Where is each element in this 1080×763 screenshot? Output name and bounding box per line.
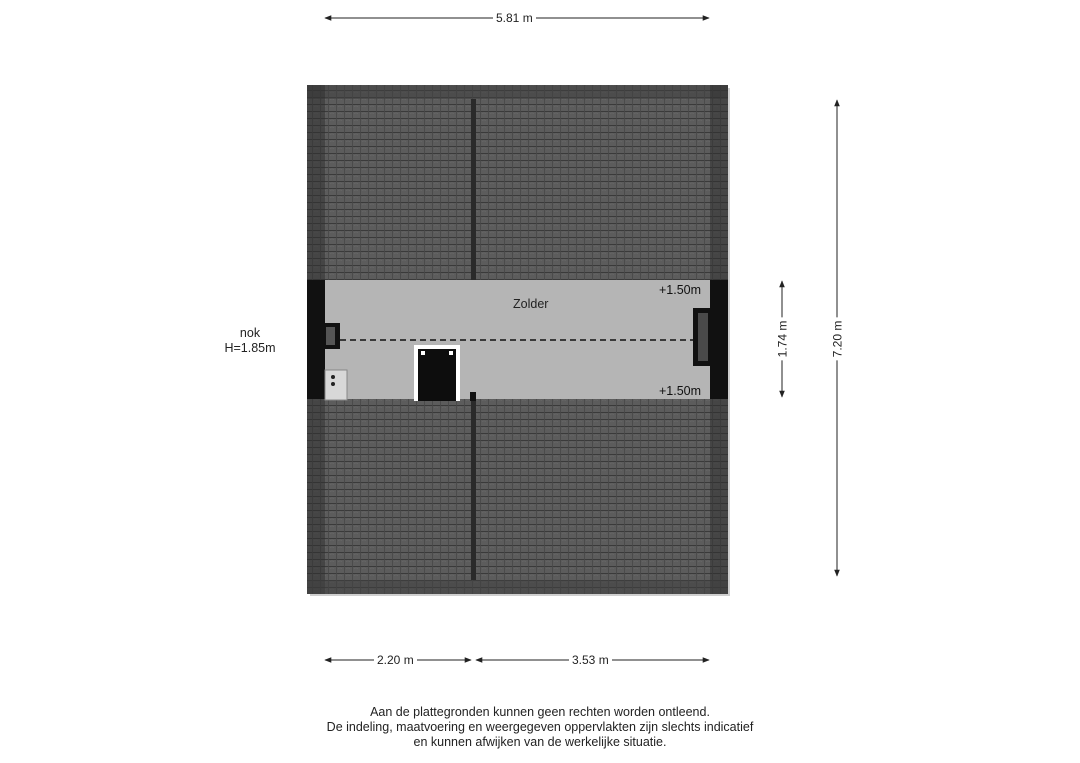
disclaimer-line2: De indeling, maatvoering en weergegeven oppervlakten zijn slechts indicatief xyxy=(326,720,754,734)
ridge-label xyxy=(210,326,290,356)
dim-label-bottom-left: 2.20 m xyxy=(374,653,417,667)
dim-label-top: 5.81 m xyxy=(493,11,536,25)
hatch-corner-right xyxy=(449,351,453,355)
appliance-knob-bottom xyxy=(331,382,335,386)
roof-edge-right-top xyxy=(710,85,728,280)
disclaimer-line1: Aan de plattegronden kunnen geen rechten worden ontleend. xyxy=(370,705,710,719)
roof-edge-right-bottom xyxy=(710,399,728,594)
dim-label-right-inner: 1.74 m xyxy=(775,318,789,361)
roof-edge-bottom xyxy=(307,580,728,594)
left-window-pane xyxy=(326,327,335,345)
roof-edge-top xyxy=(307,85,728,99)
height-label-top: +1.50m xyxy=(659,283,702,297)
hatch-opening xyxy=(418,349,456,401)
dim-label-bottom-right: 3.53 m xyxy=(569,653,612,667)
disclaimer xyxy=(240,705,840,750)
roof-seam-bottom xyxy=(471,399,476,580)
roof-top-section xyxy=(307,85,728,280)
roof-bottom-section xyxy=(307,399,728,594)
ridge-label-line2: H=1.85m xyxy=(224,341,276,355)
roof-edge-left-top xyxy=(307,85,325,280)
roof-seam-top xyxy=(471,99,476,280)
post xyxy=(470,392,476,401)
appliance-knob-top xyxy=(331,375,335,379)
ridge-label-line1: nok xyxy=(239,326,261,340)
right-window-pane xyxy=(698,313,708,361)
appliance xyxy=(325,370,347,400)
room-name: Zolder xyxy=(513,297,549,311)
height-label-bottom: +1.50m xyxy=(659,384,702,398)
hatch-corner-left xyxy=(421,351,425,355)
roof-edge-left-bottom xyxy=(307,399,325,594)
dim-label-right-outer: 7.20 m xyxy=(830,318,844,361)
disclaimer-line3: en kunnen afwijken van de werkelijke situatie. xyxy=(413,735,667,749)
